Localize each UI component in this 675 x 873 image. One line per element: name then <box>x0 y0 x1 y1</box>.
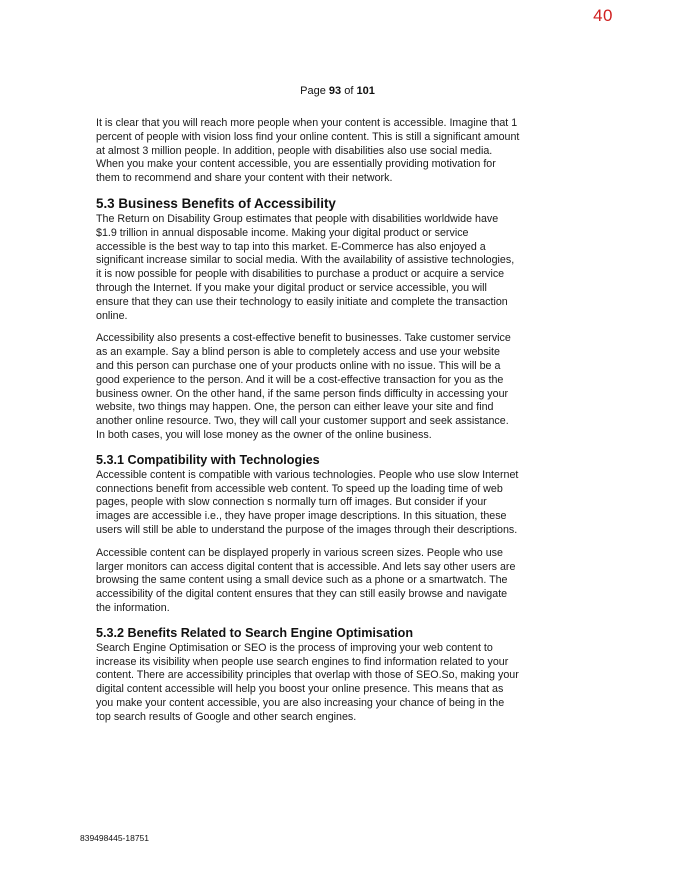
paragraph: Accessibility also presents a cost-effective benefit to businesses. Take customer service as an example. Say a blind person is able to completely access and use your website and this person can purchase one of your products online with no issue. This will be a good experience to the person. And it will be a cost-effective transaction for you as the business owner. On the other hand, if the same person finds difficulty in accessing your website, two things may happen. One, the person can either leave your site and find another online resource. Two, they will call your customer support and seek assistance. In both cases, you will lose money as the owner of the online business. <box>96 332 511 441</box>
paragraph: Search Engine Optimisation or SEO is the process of improving your web content to increase its visibility when people use search engines to find information related to your content. There are accessibility principles that overlap with those of SEO.So, making your digital content accessible will help you boost your online presence. This means that as you make your content accessible, you are also increasing your chance of being in the top search results of Google and other search engines. <box>96 641 519 723</box>
page-header <box>0 85 675 97</box>
section-heading-5-3: 5.3 Business Benefits of Accessibility <box>96 195 336 211</box>
section-heading-5-3-1: 5.3.1 Compatibility with Technologies <box>96 452 320 467</box>
total-page-count: 101 <box>356 85 375 97</box>
document-id-footer: 839498445-18751 <box>80 833 150 843</box>
current-page-number: 93 <box>328 85 342 97</box>
corner-page-number: 40 <box>593 6 613 25</box>
page-label: Page <box>300 85 326 97</box>
intro-paragraph: It is clear that you will reach more people when your content is accessible. Imagine that 1 percent of people with vision loss find your online content. This is still a significant amount at almost 3 million people. In addition, people with disabilities also use social media. When you make your content accessible, you are essentially providing motivation for them to recommend and share your content with their network. <box>96 117 520 185</box>
document-body <box>96 117 520 733</box>
paragraph: The Return on Disability Group estimates that people with disabilities worldwide have $1.9 trillion in annual disposable income. Making your digital product or service accessible is the best way to tap into this market. E-Commerce has also enjoyed a significant increase similar to social media. With the availability of assistive technologies, it is now possible for people with disabilities to purchase a product or acquire a service through the Internet. If you make your digital product or service accessible, you will ensure that they can use their technology to easily initiate and complete the transaction online. <box>96 212 515 322</box>
page-separator: of <box>344 85 354 97</box>
section-heading-5-3-2: 5.3.2 Benefits Related to Search Engine Optimisation <box>96 625 414 640</box>
paragraph: Accessible content is compatible with various technologies. People who use slow Internet connections benefit from accessible web content. To speed up the loading time of web pages, people with slow connection s normally turn off images. But consider if your images are accessible i.e., they have proper image descriptions. In this situation, these users will still be able to understand the purpose of the images through their descriptions. <box>96 468 519 536</box>
paragraph: Accessible content can be displayed properly in various screen sizes. People who use larger monitors can access digital content that is accessible. And lets say other users are browsing the same content using a small device such as a phone or a smartwatch. The accessibility of the digital content ensures that they can still easily browse and navigate the information. <box>96 546 516 614</box>
